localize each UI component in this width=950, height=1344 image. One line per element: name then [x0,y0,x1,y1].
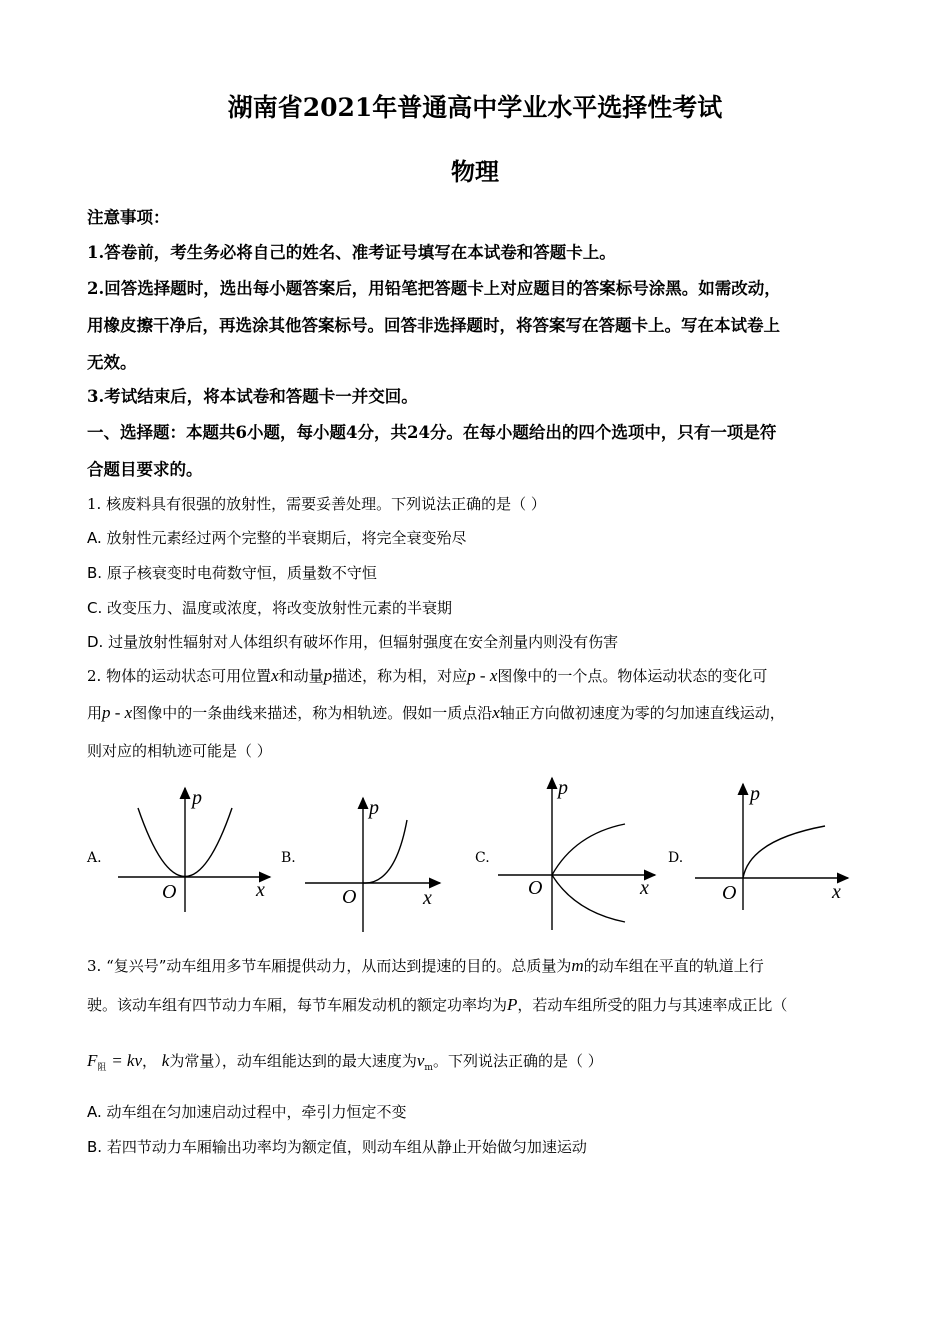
graph-a-label: A. [87,850,102,866]
graph-c [495,772,665,932]
phase-curve [363,820,407,883]
p-axis-label: p [192,787,202,809]
q3-option-b: B. 若四节动力车厢输出功率均为额定值，则动车组从静止开始做匀加速运动 [87,1138,587,1156]
graph-c-label: C. [475,850,490,866]
phase-curve [743,826,825,878]
section-heading-line-2: 合题目要求的。 [87,460,203,479]
symbol-p: p [323,666,333,685]
q1-option-b: B. 原子核衰变时电荷数守恒，质量数不守恒 [87,564,377,582]
origin-label: O [722,882,737,904]
notice-item-3: 3.考试结束后，将本试卷和答题卡一并交回。 [87,387,418,406]
p-axis-label: p [750,783,760,805]
symbol-F: F [87,1051,98,1070]
graph-a [100,780,280,920]
x-axis-label: x [640,877,649,899]
q3-option-a: A. 动车组在匀加速启动过程中，牵引力恒定不变 [87,1103,407,1121]
subject-title: 物理 [451,157,499,186]
exam-title: 湖南省2021年普通高中学业水平选择性考试 [227,93,723,122]
origin-label: O [528,877,543,899]
p-axis-label: p [369,797,379,819]
symbol-p-x: p - x [102,703,133,722]
phase-curve [552,824,625,922]
notice-heading: 注意事项： [87,208,170,227]
origin-label: O [162,881,177,903]
x-axis-label: x [423,887,432,909]
x-axis-label: x [256,879,265,901]
symbol-eq-kv: = kv [111,1051,142,1070]
q2-stem-line-2: 用p - x图像中的一条曲线来描述，称为相轨迹。假如一质点沿x轴正方向做初速度为零的匀加速直线运动， [87,703,785,722]
notice-item-2-line-1: 2.回答选择题时，选出每小题答案后，用铅笔把答题卡上对应题目的答案标号涂黑。如需改动， [87,279,781,298]
symbol-x: x [271,666,279,685]
section-heading-line-1: 一、选择题：本题共6小题，每小题4分，共24分。在每小题给出的四个选项中，只有一项是符 [87,423,777,442]
notice-item-2-line-3: 无效。 [87,353,137,372]
notice-item-2-line-2: 用橡皮擦干净后，再选涂其他答案标号。回答非选择题时，将答案写在答题卡上。写在本试卷上 [87,316,780,335]
notice-item-1: 1.答卷前，考生务必将自己的姓名、准考证号填写在本试卷和答题卡上。 [87,243,616,262]
x-axis-label: x [832,881,841,903]
symbol-F-subscript: 阻 [97,1063,107,1073]
symbol-k: k [161,1051,170,1070]
symbol-m: m [571,956,584,975]
symbol-p-x: p - x [467,666,498,685]
q1-option-a: A. 放射性元素经过两个完整的半衰期后，将完全衰变殆尽 [87,529,467,547]
q3-stem-line-3: $F_阻$ = kv， k为常量），动车组能达到的最大速度为$v_m$。下列说法正确的是（ ） [87,1051,603,1073]
q3-stem-line-2: 驶。该动车组有四节动力车厢，每节车厢发动机的额定功率均为P，若动车组所受的阻力与其速率成正比（ [87,995,788,1014]
symbol-v: v [416,1051,425,1070]
symbol-v-subscript: m [424,1063,433,1073]
symbol-P: P [507,995,518,1014]
q1-option-c: C. 改变压力、温度或浓度，将改变放射性元素的半衰期 [87,599,453,617]
q1-stem: 1. 核废料具有很强的放射性，需要妥善处理。下列说法正确的是（ ） [87,495,546,513]
graph-d-label: D. [668,850,684,866]
origin-label: O [342,886,357,908]
q1-option-d: D. 过量放射性辐射对人体组织有破坏作用，但辐射强度在安全剂量内则没有伤害 [87,633,619,651]
q3-stem-line-1: 3. “复兴号”动车组用多节车厢提供动力，从而达到提速的目的。总质量为m的动车组在平直的轨道上行 [87,956,764,975]
q2-stem-line-1: 2. 物体的运动状态可用位置x和动量p描述，称为相，对应p - x图像中的一个点。物体运动状态的变化可 [87,666,768,685]
symbol-x: x [492,703,500,722]
graph-b-label: B. [281,850,296,866]
q2-stem-line-3: 则对应的相轨迹可能是（ ） [87,742,272,760]
p-axis-label: p [558,777,568,799]
graph-b [295,790,455,935]
graph-d [690,778,855,913]
